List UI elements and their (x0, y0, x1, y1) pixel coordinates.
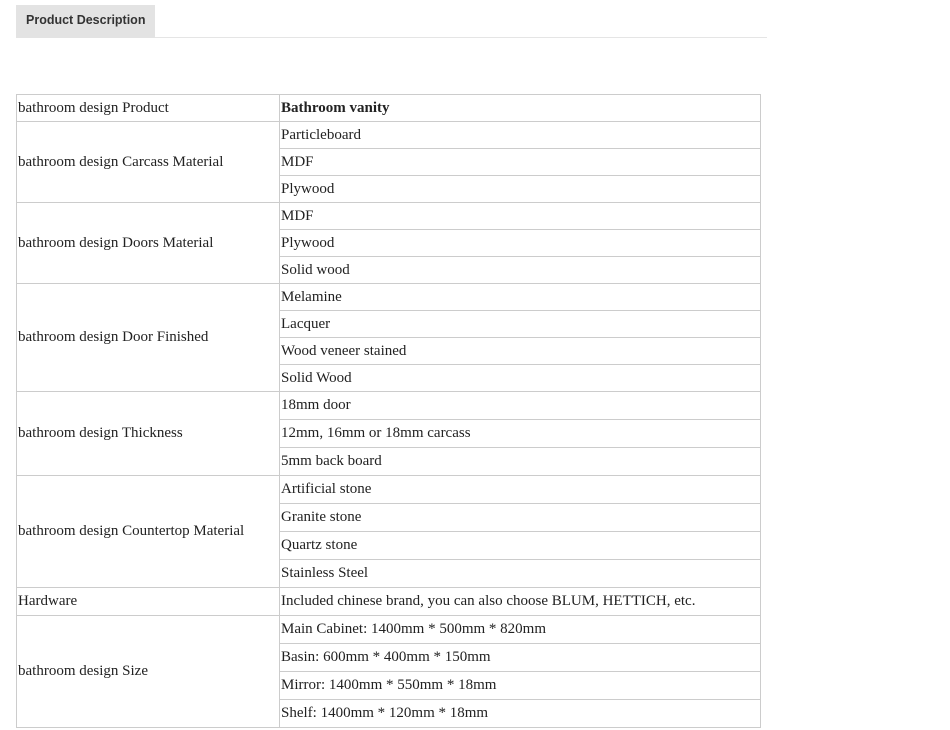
spec-value: Solid wood (280, 257, 761, 284)
spec-value: 12mm, 16mm or 18mm carcass (280, 420, 761, 448)
spec-value: Mirror: 1400mm * 550mm * 18mm (280, 672, 761, 700)
spec-value: Artificial stone (280, 476, 761, 504)
tab-bar (16, 4, 767, 38)
spec-value: Stainless Steel (280, 560, 761, 588)
spec-value: Main Cabinet: 1400mm * 500mm * 820mm (280, 616, 761, 644)
table-row (17, 392, 761, 420)
spec-value: Quartz stone (280, 532, 761, 560)
spec-value: Melamine (280, 284, 761, 311)
spec-value: Granite stone (280, 504, 761, 532)
spec-value: MDF (280, 203, 761, 230)
spec-row-product (17, 95, 761, 122)
spec-value: 18mm door (280, 392, 761, 420)
spec-value: Shelf: 1400mm * 120mm * 18mm (280, 700, 761, 728)
spec-label: bathroom design Door Finished (17, 284, 280, 392)
spec-value: Basin: 600mm * 400mm * 150mm (280, 644, 761, 672)
table-row (17, 588, 761, 616)
table-row (17, 476, 761, 504)
table-row (17, 122, 761, 149)
spec-label: bathroom design Carcass Material (17, 122, 280, 203)
spec-value: Solid Wood (280, 365, 761, 392)
spec-value: Particleboard (280, 122, 761, 149)
spec-value: Included chinese brand, you can also choose BLUM, HETTICH, etc. (280, 588, 761, 616)
spec-label: bathroom design Countertop Material (17, 476, 280, 588)
tab-product-description[interactable]: Product Description (16, 5, 155, 38)
spec-value: Plywood (280, 230, 761, 257)
table-row (17, 616, 761, 644)
spec-value: Wood veneer stained (280, 338, 761, 365)
spec-label: bathroom design Thickness (17, 392, 280, 476)
spec-table (16, 94, 761, 728)
spec-value: MDF (280, 149, 761, 176)
spec-value: Plywood (280, 176, 761, 203)
spec-value: 5mm back board (280, 448, 761, 476)
table-row (17, 284, 761, 311)
spec-value: Lacquer (280, 311, 761, 338)
spec-label: bathroom design Doors Material (17, 203, 280, 284)
spec-value-header: Bathroom vanity (280, 95, 761, 122)
spec-label: Hardware (17, 588, 280, 616)
table-row (17, 203, 761, 230)
spec-label: bathroom design Size (17, 616, 280, 728)
spec-label: bathroom design Product (17, 95, 280, 122)
